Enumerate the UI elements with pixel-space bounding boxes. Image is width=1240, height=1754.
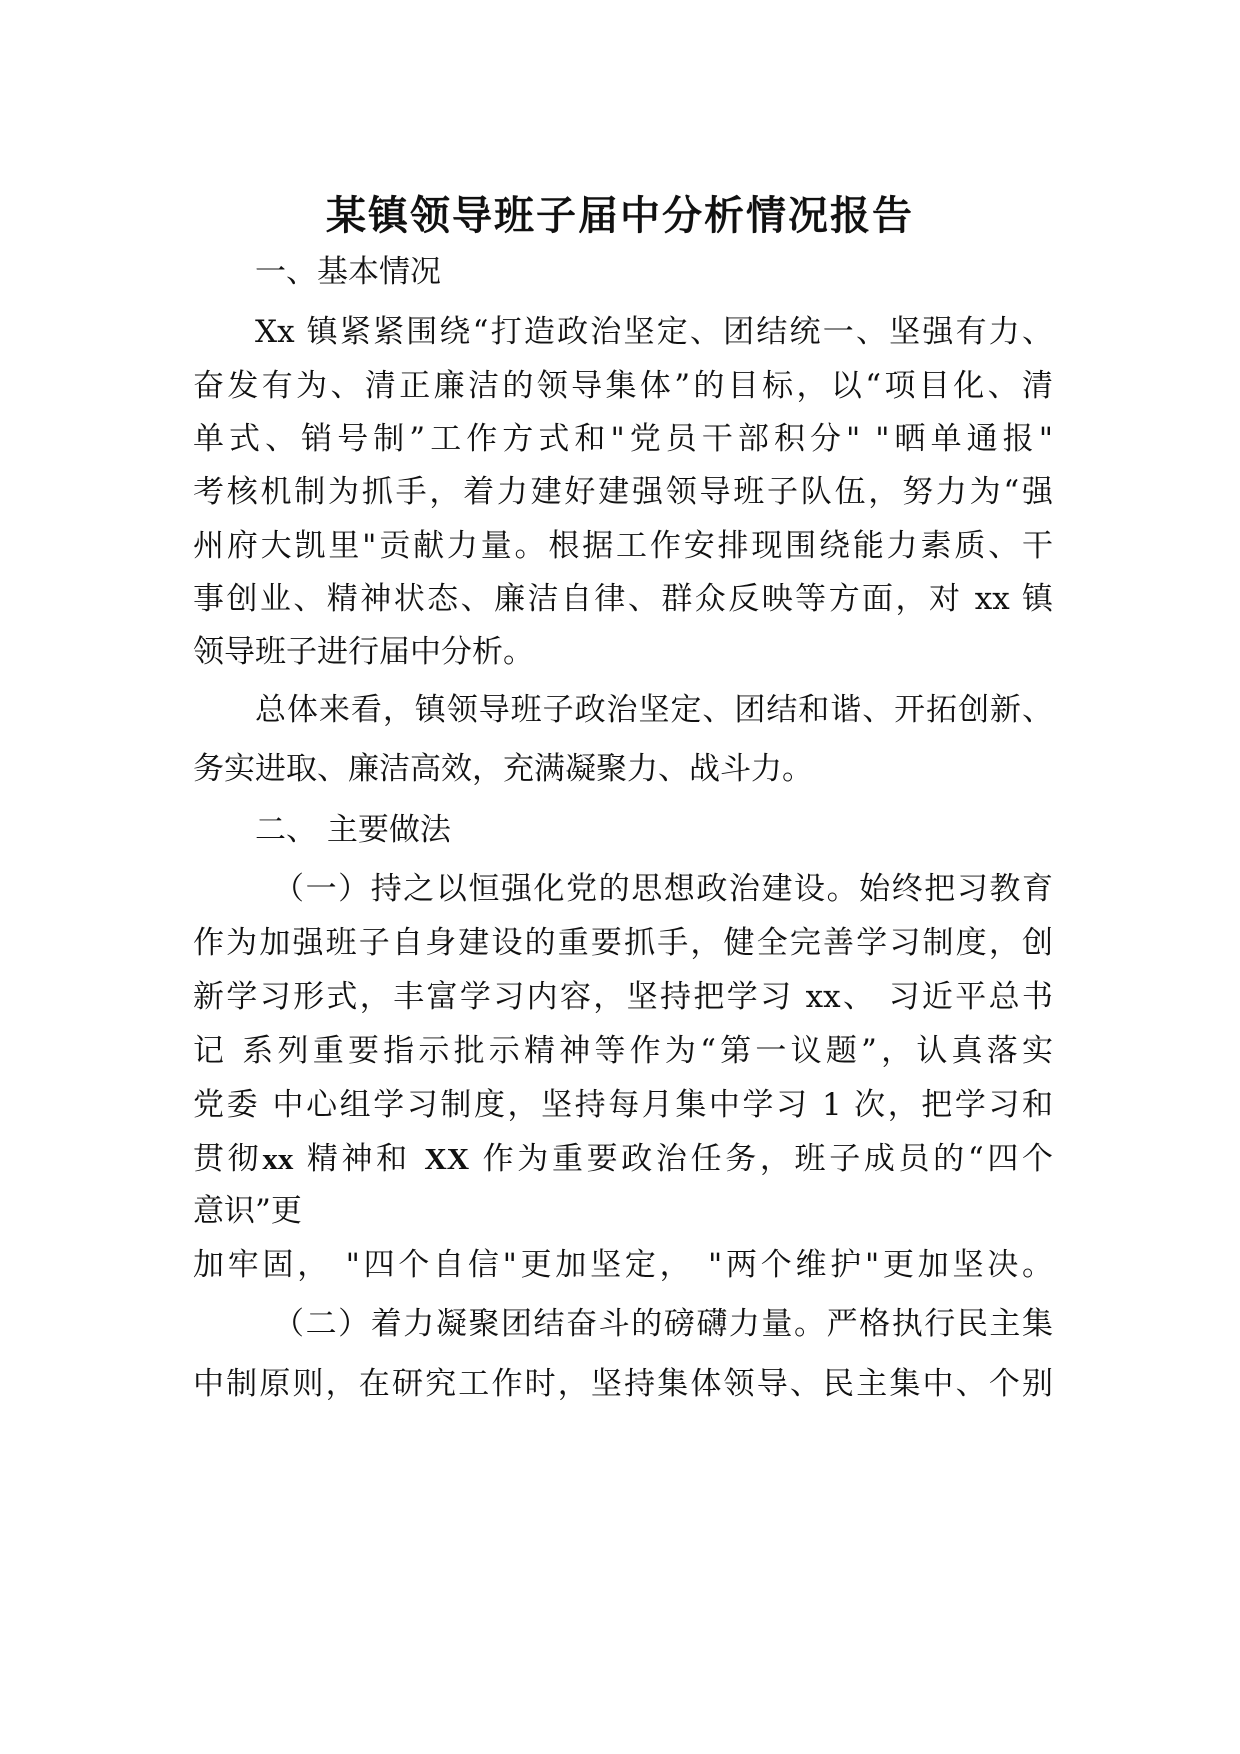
paragraph-line: 新学习形式，丰富学习内容，坚持把学习 xx、 习近平总书 [193, 979, 1053, 1015]
rich-text-bold: xx [262, 1141, 294, 1176]
paragraph-line: 奋发有为、清正廉洁的领导集体”的目标，以“项目化、清 [193, 368, 1053, 404]
document-title: 某镇领导班子届中分析情况报告 [326, 193, 914, 239]
paragraph-line: 记 系列重要指示批示精神等作为“第一议题”，认真落实 [193, 1033, 1053, 1069]
paragraph-line: 务实进取、廉洁高效，充满凝聚力、战斗力。 [193, 751, 813, 787]
paragraph-line: 中制原则，在研究工作时，坚持集体领导、民主集中、个别 [193, 1366, 1053, 1402]
paragraph-line: 加牢固， "四个自信"更加坚定， "两个维护"更加坚决。 [193, 1247, 1053, 1283]
paragraph-line: 意识”更 [193, 1193, 302, 1229]
section-heading-practice: 二、 主要做法 [255, 812, 451, 848]
rich-text-part: 作为重要政治任务，班子成员的“四个 [469, 1141, 1053, 1177]
paragraph-line: 州府大凯里"贡献力量。根据工作安排现围绕能力素质、干 [193, 528, 1053, 564]
rich-text-part: 贯彻 [193, 1141, 263, 1177]
rich-text-part: 精神和 [293, 1141, 425, 1177]
section-heading-basic: 一、基本情况 [255, 254, 441, 290]
paragraph-line: 事创业、精神状态、廉洁自律、群众反映等方面，对 xx 镇 [193, 581, 1053, 617]
paragraph-line: （二）着力凝聚团结奋斗的磅礴力量。严格执行民主集 [273, 1306, 1053, 1342]
paragraph-line: Xx 镇紧紧围绕“打造政治坚定、团结统一、坚强有力、 [255, 314, 1053, 350]
paragraph-line: （一）持之以恒强化党的思想政治建设。始终把习教育 [273, 871, 1053, 907]
paragraph-line: 总体来看，镇领导班子政治坚定、团结和谐、开拓创新、 [255, 692, 1053, 728]
rich-text-bold: XX [424, 1141, 470, 1176]
paragraph-line: 领导班子进行届中分析。 [193, 634, 534, 670]
paragraph-line: 单式、销号制”工作方式和"党员干部积分" "晒单通报" [193, 421, 1053, 457]
paragraph-line: 党委 中心组学习制度，坚持每月集中学习 1 次，把学习和 [193, 1087, 1053, 1123]
paragraph-line: 作为加强班子自身建设的重要抓手，健全完善学习制度，创 [193, 925, 1053, 961]
paragraph-line-rich [193, 1139, 1053, 1179]
paragraph-line: 考核机制为抓手，着力建好建强领导班子队伍，努力为“强 [193, 474, 1053, 510]
